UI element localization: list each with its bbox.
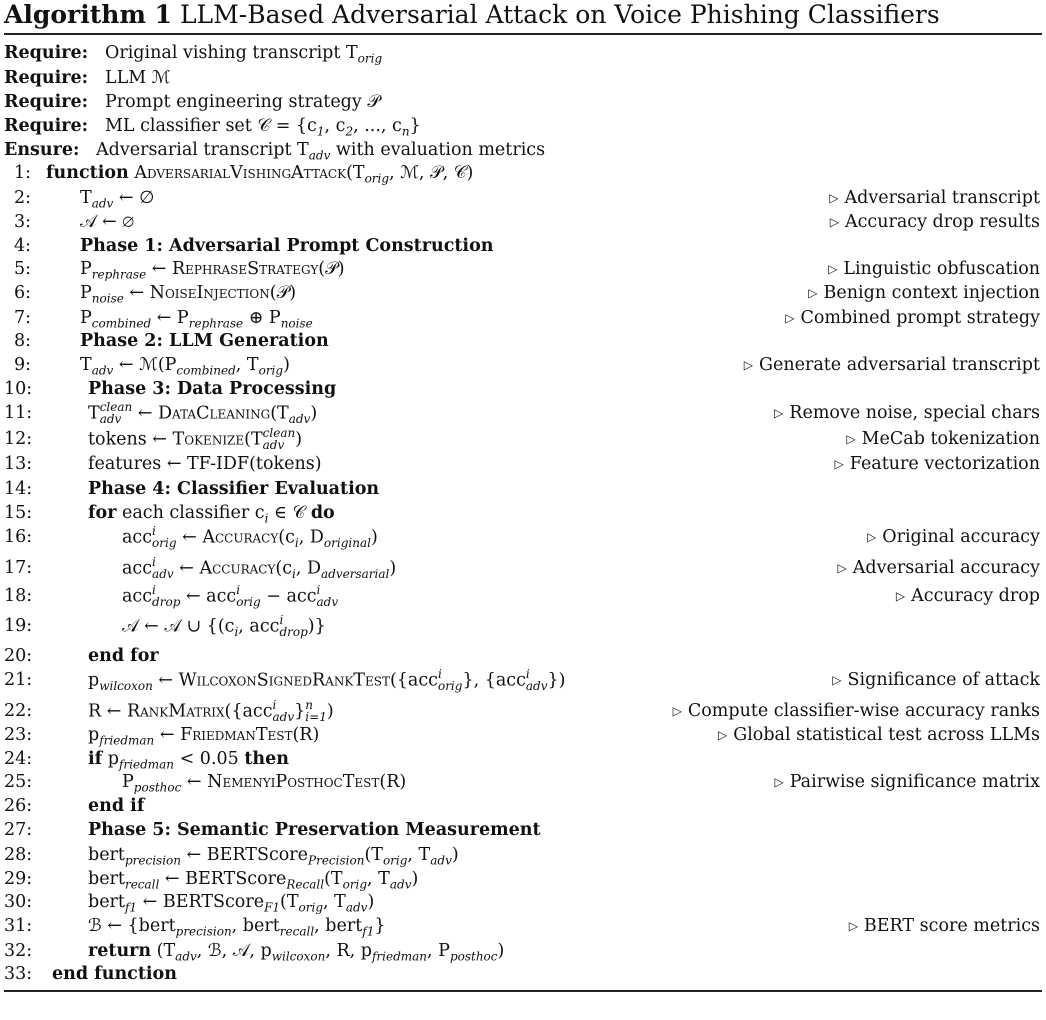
step-code: 𝒜 ← ∅: [80, 212, 134, 232]
algorithm-step: [0, 330, 1046, 354]
comment-triangle-icon: ▷: [785, 311, 795, 325]
step-number: 28:: [4, 845, 33, 865]
step-number: 24:: [4, 749, 33, 769]
step-comment: [849, 915, 1040, 938]
comment-text: Accuracy drop results: [844, 212, 1040, 232]
step-comment: [838, 557, 1040, 580]
comment-text: Compute classifier-wise accuracy ranks: [687, 701, 1040, 721]
algorithm-step: [0, 428, 1046, 452]
algorithm-step: [0, 700, 1046, 724]
step-number: 20:: [4, 646, 33, 666]
require-text: Adversarial transcript $T_{adv}$ with evaluation metrics: [96, 140, 546, 163]
algorithm-step: [0, 963, 1046, 987]
step-number: 13:: [4, 454, 33, 474]
comment-text: BERT score metrics: [863, 916, 1040, 936]
step-comment: [828, 258, 1040, 281]
step-number: 4:: [14, 236, 32, 256]
algorithm-step: [0, 819, 1046, 843]
require-keyword: Require:: [4, 92, 89, 112]
phase-heading: Phase 5: Semantic Preservation Measurement: [88, 820, 541, 840]
step-number: 3:: [14, 212, 32, 232]
step-number: 26:: [4, 796, 33, 816]
step-code: acci adv ← $Accuracy(c_i$, $D_{adversarial}$): [122, 555, 397, 581]
algorithm-step: [0, 891, 1046, 915]
require-line: [0, 115, 1046, 139]
comment-triangle-icon: ▷: [837, 561, 847, 575]
step-comment: [835, 453, 1040, 476]
step-comment: [785, 307, 1040, 330]
algorithm-step: [0, 354, 1046, 378]
step-number: 5:: [14, 259, 32, 279]
comment-text: MeCab tokenization: [861, 429, 1040, 449]
comment-text: Global statistical test across LLMs: [733, 725, 1040, 745]
step-number: 23:: [4, 725, 33, 745]
step-number: 21:: [4, 670, 33, 690]
require-text: Original vishing transcript $T_{orig}$: [105, 43, 383, 66]
comment-triangle-icon: ▷: [743, 358, 753, 372]
step-code: function $AdversarialVishingAttack(T_{orig}$, ℳ, 𝒫, 𝒞): [46, 163, 474, 186]
algorithm-step: [0, 844, 1046, 868]
step-number: 14:: [4, 479, 33, 499]
step-code: features ← TF-IDF(tokens): [88, 454, 322, 474]
algorithm-step: [0, 771, 1046, 795]
step-code: end function: [52, 964, 177, 984]
comment-text: Generate adversarial transcript: [758, 355, 1040, 375]
comment-text: Combined prompt strategy: [800, 308, 1040, 328]
step-number: 19:: [4, 616, 33, 636]
step-code: $P_{rephrase}$ ← RephraseStrategy(𝒫): [80, 259, 345, 282]
comment-triangle-icon: ▷: [846, 432, 856, 446]
step-code: bert$_{f1}$ ← $BERTScore_{F1}(T_{orig}$, $T_{adv}$): [88, 892, 375, 915]
comment-triangle-icon: ▷: [774, 775, 784, 789]
algorithm-step: [0, 585, 1046, 609]
require-line: [0, 67, 1046, 91]
algorithm-step: [0, 402, 1046, 426]
comment-text: Linguistic obfuscation: [843, 259, 1040, 279]
step-number: 31:: [4, 916, 33, 936]
step-code: bert$_{recall}$ ← $BERTScore_{Recall}(T_{orig}$, $T_{adv}$): [88, 869, 419, 892]
step-code: acci drop ← acci orig − acci adv: [122, 583, 339, 609]
algorithm-step: [0, 645, 1046, 669]
algorithm-step: [0, 615, 1046, 639]
step-code: Tclean adv ← $DataCleaning(T_{adv})$: [88, 400, 318, 426]
step-number: 7:: [14, 308, 32, 328]
step-number: 2:: [14, 188, 32, 208]
algorithm-name: LLM-Based Adversarial Attack on Voice Phishing Classifiers: [179, 0, 940, 29]
comment-text: Pairwise significance matrix: [789, 772, 1040, 792]
step-code: $p_{wilcoxon}$ ← WilcoxonSignedRankTest({acci orig}, {acci adv}): [88, 667, 566, 693]
comment-triangle-icon: ▷: [867, 530, 877, 544]
algorithm-step: [0, 940, 1046, 964]
step-comment: [718, 724, 1040, 747]
algorithm-step: [0, 724, 1046, 748]
step-number: 8:: [14, 331, 32, 351]
comment-text: Feature vectorization: [849, 454, 1040, 474]
comment-triangle-icon: ▷: [834, 457, 844, 471]
step-comment: [830, 211, 1040, 234]
step-code: R ← RankMatrix({acci adv}n i=1): [88, 698, 334, 724]
step-number: 27:: [4, 820, 33, 840]
step-code: if $p_{friedman} < 0.05$ then: [88, 749, 290, 772]
comment-triangle-icon: ▷: [718, 728, 728, 742]
step-comment: [846, 428, 1040, 451]
phase-heading: Phase 3: Data Processing: [88, 379, 337, 399]
step-number: 1:: [14, 163, 32, 183]
algorithm-step: [0, 258, 1046, 282]
step-number: 29:: [4, 869, 33, 889]
algorithm-step: [0, 915, 1046, 939]
require-keyword: Require:: [4, 116, 89, 136]
comment-triangle-icon: ▷: [829, 191, 839, 205]
require-keyword: Require:: [4, 68, 89, 88]
step-code: for each classifier $c_i$ ∈ 𝒞 do: [88, 503, 335, 526]
step-number: 17:: [4, 558, 33, 578]
algorithm-label: Algorithm 1: [4, 0, 172, 29]
algorithm-step: [0, 282, 1046, 306]
step-code: tokens ← Tokenize(Tclean adv ): [88, 426, 303, 452]
algorithm-step: [0, 235, 1046, 259]
step-number: 22:: [4, 701, 33, 721]
phase-heading: Phase 4: Classifier Evaluation: [88, 479, 380, 499]
algorithm-step: [0, 307, 1046, 331]
algorithm-step: [0, 526, 1046, 550]
step-number: 6:: [14, 283, 32, 303]
step-number: 30:: [4, 892, 33, 912]
comment-triangle-icon: ▷: [832, 673, 842, 687]
comment-triangle-icon: ▷: [848, 919, 858, 933]
step-code: ℬ ← {bert$_{precision}$, bert$_{recall}$, bert$_{f1}$}: [88, 916, 386, 939]
algorithm-step: [0, 187, 1046, 211]
phase-heading: Phase 2: LLM Generation: [80, 331, 329, 351]
step-code: $p_{friedman}$ ← FriedmanTest(R): [88, 725, 320, 748]
step-number: 10:: [4, 379, 33, 399]
algorithm-step: [0, 669, 1046, 693]
algorithm-step: [0, 502, 1046, 526]
algorithm-step: [0, 795, 1046, 819]
step-code: $P_{combined}$ ← $P_{rephrase}$ ⊕ $P_{noise}$: [80, 308, 313, 331]
algorithm-step: [0, 478, 1046, 502]
comment-triangle-icon: ▷: [829, 215, 839, 229]
require-line: [0, 139, 1046, 163]
comment-text: Significance of attack: [847, 670, 1040, 690]
step-comment: [774, 402, 1040, 425]
algorithm-step: [0, 453, 1046, 477]
step-comment: [774, 771, 1040, 794]
step-code: end if: [88, 796, 145, 816]
step-number: 25:: [4, 772, 33, 792]
require-keyword: Require:: [4, 43, 89, 63]
step-code: return ($T_{adv}$, ℬ, 𝒜, $p_{wilcoxon}$, R, $p_{friedman}$, $P_{posthoc}$): [88, 941, 505, 964]
step-code: $T_{adv}$ ← $ℳ(P_{combined}$, $T_{orig}$): [80, 355, 290, 378]
algorithm-step: [0, 378, 1046, 402]
step-code: end for: [88, 646, 159, 666]
step-number: 16:: [4, 527, 33, 547]
require-keyword: Ensure:: [4, 140, 80, 160]
step-comment: [832, 669, 1040, 692]
comment-text: Adversarial transcript: [844, 188, 1040, 208]
step-number: 12:: [4, 429, 33, 449]
comment-triangle-icon: ▷: [895, 589, 906, 603]
step-number: 15:: [4, 503, 33, 523]
algorithm-step: [0, 557, 1046, 581]
require-line: [0, 91, 1046, 115]
algorithm-step: [0, 868, 1046, 892]
step-comment: [867, 526, 1040, 549]
comment-text: Remove noise, special chars: [789, 403, 1040, 423]
bottom-rule: [4, 990, 1042, 992]
comment-triangle-icon: ▷: [808, 286, 818, 300]
comment-text: Accuracy drop: [911, 586, 1040, 606]
step-comment: [829, 187, 1040, 210]
step-code: bert$_{precision}$ ← $BERTScore_{Precision}(T_{orig}$, $T_{adv}$): [88, 845, 459, 868]
comment-text: Adversarial accuracy: [852, 558, 1040, 578]
require-text: LLM ℳ: [105, 68, 171, 88]
algorithm-step: [0, 162, 1046, 186]
require-text: Prompt engineering strategy 𝒫: [105, 92, 380, 112]
step-number: 11:: [4, 403, 33, 423]
step-number: 9:: [14, 355, 32, 375]
step-number: 18:: [4, 586, 33, 606]
step-comment: [896, 585, 1040, 608]
step-code: 𝒜 ← 𝒜 ∪ {($c_i$, acci drop)}: [122, 613, 326, 639]
comment-text: Benign context injection: [823, 283, 1040, 303]
step-code: $T_{adv}$ ← ∅: [80, 188, 155, 211]
step-comment: [744, 354, 1040, 377]
comment-triangle-icon: ▷: [672, 704, 682, 718]
step-comment: [808, 282, 1040, 305]
step-number: 32:: [4, 941, 33, 961]
algorithm-step: [0, 211, 1046, 235]
comment-triangle-icon: ▷: [774, 406, 784, 420]
phase-heading: Phase 1: Adversarial Prompt Construction: [80, 236, 494, 256]
require-text: ML classifier set 𝒞 = {$c_1$, $c_2$, ..., $c_n$}: [105, 116, 421, 139]
comment-text: Original accuracy: [882, 527, 1040, 547]
algorithm-step: [0, 748, 1046, 772]
step-code: $P_{posthoc}$ ← NemenyiPosthocTest(R): [122, 772, 407, 795]
require-line: [0, 42, 1046, 66]
step-number: 33:: [4, 964, 33, 984]
step-comment: [673, 700, 1040, 723]
step-code: $P_{noise}$ ← NoiseInjection(𝒫): [80, 283, 297, 306]
step-code: acci orig ← $Accuracy(c_i$, $D_{original}$): [122, 524, 378, 550]
comment-triangle-icon: ▷: [828, 262, 838, 276]
